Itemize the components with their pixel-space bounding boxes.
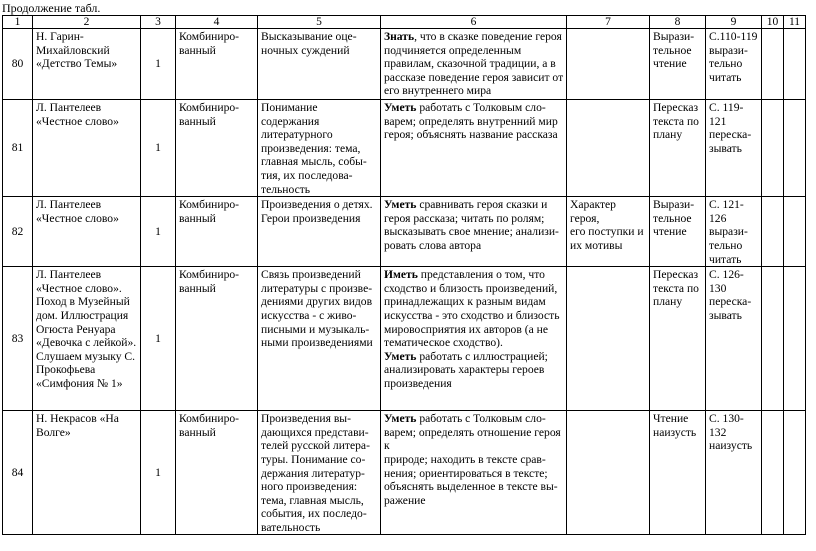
table-row	[3, 267, 806, 411]
lesson-line: Н. Некрасов «На	[36, 412, 119, 426]
skills-cell	[381, 29, 567, 100]
vocabulary-cell	[567, 100, 650, 197]
lesson-line: Л. Пантелеев	[36, 198, 102, 212]
empty-cell	[784, 197, 806, 267]
content-line: дающихся представи-	[261, 425, 369, 439]
skills-text: высказывать свое мнение; анализи-	[384, 225, 559, 239]
skills-keyword: Знать	[384, 30, 415, 43]
col-header-4: 4	[176, 16, 258, 29]
skills-text: объяснять выделенное в тексте вы-	[384, 480, 558, 494]
vocabulary-cell	[567, 411, 650, 535]
content-line: Произведения вы-	[261, 412, 351, 426]
lesson-topic-cell	[33, 29, 141, 100]
homework-cell	[706, 29, 762, 100]
homework-line: зывать	[709, 141, 742, 155]
content-line: тельность	[261, 182, 311, 196]
control-cell	[650, 29, 706, 100]
lesson-type-cell	[176, 267, 258, 411]
vocab-line: их мотивы	[570, 238, 623, 252]
skills-line	[384, 268, 564, 282]
homework-line: тельно	[709, 57, 743, 71]
col-header-7: 7	[567, 16, 650, 29]
hours-count-cell: 1	[141, 197, 176, 267]
vocabulary-cell	[567, 29, 650, 100]
skills-text: работать с Толковым сло-	[416, 412, 546, 426]
control-line: тельное	[653, 211, 692, 225]
skills-cell	[381, 197, 567, 267]
homework-cell	[706, 267, 762, 411]
homework-cell	[706, 411, 762, 535]
type-line: ванный	[179, 425, 216, 439]
empty-cell	[784, 267, 806, 411]
skills-text: природе; находить в тексте срав-	[384, 452, 546, 466]
lesson-line: Михайловский	[36, 43, 110, 57]
skills-keyword: Уметь	[384, 412, 417, 426]
lesson-topic-cell	[33, 197, 141, 267]
vocab-line: Характер героя,	[570, 198, 616, 225]
skills-line	[384, 412, 564, 426]
skills-text: подчиняется определенным	[384, 43, 522, 57]
skills-line	[384, 363, 564, 377]
col-header-3: 3	[141, 16, 176, 29]
skills-keyword: Уметь	[384, 101, 417, 114]
col-header-9: 9	[706, 16, 762, 29]
control-line: Вырази-	[653, 30, 695, 43]
lesson-topic-cell	[33, 100, 141, 197]
skills-keyword: Уметь	[384, 349, 417, 363]
content-line: Понимание содержания	[261, 101, 320, 128]
type-line: ванный	[179, 43, 216, 57]
homework-line: читать	[709, 70, 742, 84]
skills-line	[384, 128, 564, 142]
lesson-type-cell	[176, 197, 258, 267]
hours-count-cell: 1	[141, 29, 176, 100]
skills-line	[384, 71, 564, 85]
content-line: произведения: тема,	[261, 141, 361, 155]
lesson-topic-cell	[33, 411, 141, 535]
lesson-line: Волге»	[36, 425, 71, 439]
lesson-type-cell	[176, 29, 258, 100]
lesson-line: Огюста Ренуара	[36, 322, 116, 336]
table-caption: Продолжение табл.	[2, 1, 101, 15]
lesson-line: «Детство Темы»	[36, 57, 118, 71]
lesson-number-cell: 81	[3, 100, 33, 197]
homework-cell	[706, 197, 762, 267]
skills-cell	[381, 100, 567, 197]
content-line: дениями других видов	[261, 295, 373, 309]
control-cell	[650, 411, 706, 535]
skills-line	[384, 225, 564, 239]
skills-line	[384, 115, 564, 129]
content-line: ночных суждений	[261, 43, 350, 57]
skills-keyword: Иметь	[384, 268, 418, 282]
control-line: чтение	[653, 57, 687, 71]
skills-text: рассказе поведение героя зависит от	[384, 70, 564, 84]
lesson-number-cell: 84	[3, 411, 33, 535]
content-line: литературного	[261, 128, 333, 142]
skills-text: , что в сказке поведение героя	[414, 30, 562, 43]
empty-cell	[784, 411, 806, 535]
empty-cell	[762, 411, 784, 535]
homework-line: зывать	[709, 308, 742, 322]
content-line: тема, главная мысль,	[261, 493, 364, 507]
col-header-6: 6	[381, 16, 567, 29]
lesson-line: Поход в Музейный	[36, 295, 130, 309]
lesson-number-cell: 83	[3, 267, 33, 411]
lesson-type-cell	[176, 411, 258, 535]
control-line: Пересказ	[653, 101, 699, 114]
empty-cell	[762, 197, 784, 267]
control-line: Чтение	[653, 412, 689, 426]
content-line: Произведения о детях.	[261, 198, 373, 212]
table-row	[3, 411, 806, 535]
skills-line	[384, 467, 564, 481]
vocabulary-cell	[567, 197, 650, 267]
lesson-type-cell	[176, 100, 258, 197]
lesson-line: Л. Пантелеев	[36, 101, 102, 114]
skills-line	[384, 350, 564, 364]
skills-keyword: Уметь	[384, 198, 417, 212]
homework-line: С. 126-130	[709, 268, 744, 295]
skills-text: мировосприятия их авторов (а не	[384, 322, 548, 336]
content-line: телей русской литера-	[261, 439, 370, 453]
lesson-line: Л. Пантелеев	[36, 268, 102, 282]
hours-count-cell: 1	[141, 100, 176, 197]
col-header-10: 10	[762, 16, 784, 29]
skills-line	[384, 282, 564, 296]
skills-line	[384, 426, 564, 453]
skills-text: представления о том, что	[417, 268, 545, 282]
type-line: Комбиниро-	[179, 268, 240, 282]
skills-text: искусства - это сходство и близость	[384, 308, 560, 322]
skills-text: произведения	[384, 376, 452, 390]
skills-text: ражение	[384, 493, 426, 507]
table-row	[3, 100, 806, 197]
skills-text: анализировать характеры героев	[384, 363, 545, 377]
hours-count-cell: 1	[141, 411, 176, 535]
skills-line	[384, 212, 564, 226]
skills-text: правилам, сказочной традиции, а в	[384, 57, 556, 71]
skills-line	[384, 84, 564, 98]
control-cell	[650, 267, 706, 411]
content-line: держания литератур-	[261, 466, 365, 480]
lesson-line: Н. Гарин-	[36, 30, 84, 43]
content-line: тия, их последова-	[261, 168, 353, 182]
col-header-11: 11	[784, 16, 806, 29]
content-cell	[258, 411, 381, 535]
skills-text: героя; объяснять название рассказа	[384, 128, 558, 142]
lesson-line: Прокофьева	[36, 363, 96, 377]
homework-cell	[706, 100, 762, 197]
type-line: Комбиниро-	[179, 412, 240, 426]
content-line: события, их последо-	[261, 507, 367, 521]
col-header-8: 8	[650, 16, 706, 29]
content-cell	[258, 29, 381, 100]
skills-text: тематическое сходство).	[384, 336, 503, 350]
control-line: плану	[653, 295, 683, 309]
content-line: писными и музыкаль-	[261, 322, 370, 336]
control-cell	[650, 197, 706, 267]
content-line: главная мысль, собы-	[261, 155, 367, 169]
control-line: чтение	[653, 225, 687, 239]
skills-text: принадлежащих к разным видам	[384, 295, 546, 309]
homework-line: переска-	[709, 295, 752, 309]
skills-text: варем; определять отношение героя к	[384, 425, 561, 453]
skills-cell	[381, 411, 567, 535]
homework-line: читать	[709, 252, 742, 266]
homework-line: переска-	[709, 128, 752, 142]
skills-text: героя рассказа; читать по ролям;	[384, 211, 545, 225]
content-line: ными произведениями	[261, 336, 373, 350]
skills-text: сходство и близость произведений,	[384, 281, 558, 295]
type-line: ванный	[179, 211, 216, 225]
skills-line	[384, 101, 564, 115]
skills-line	[384, 57, 564, 71]
content-line: искусства - с живо-	[261, 308, 357, 322]
skills-line	[384, 480, 564, 494]
skills-text: работать с Толковым сло-	[416, 101, 546, 114]
lesson-line: «Честное слово»	[36, 211, 119, 225]
homework-line: вырази-	[709, 225, 748, 239]
homework-line: тельно	[709, 238, 743, 252]
content-line: туры. Понимание со-	[261, 452, 366, 466]
content-line: ного произведения:	[261, 480, 358, 494]
content-line: Высказывание оце-	[261, 30, 357, 43]
type-line: Комбиниро-	[179, 101, 240, 114]
table-row	[3, 197, 806, 267]
skills-line	[384, 239, 564, 253]
skills-line	[384, 336, 564, 350]
homework-line: вырази-	[709, 43, 748, 57]
col-header-2: 2	[33, 16, 141, 29]
content-line: вательность	[261, 520, 321, 534]
hours-count-cell: 1	[141, 267, 176, 411]
content-line: литературы с произве-	[261, 281, 373, 295]
lesson-line: «Честное слово».	[36, 281, 122, 295]
skills-text: нения; ориентироваться в тексте;	[384, 466, 548, 480]
skills-line	[384, 198, 564, 212]
skills-line	[384, 295, 564, 309]
skills-line	[384, 30, 564, 44]
empty-cell	[762, 100, 784, 197]
control-line: тельное	[653, 43, 692, 57]
vocab-line: его поступки и	[570, 225, 644, 239]
empty-cell	[762, 267, 784, 411]
lesson-line: дом. Иллюстрация	[36, 308, 129, 322]
vocabulary-cell	[567, 267, 650, 411]
type-line: Комбиниро-	[179, 30, 240, 43]
skills-text: сравнивать героя сказки и	[416, 198, 548, 212]
homework-line: С. 130-132	[709, 412, 744, 439]
lesson-number-cell: 82	[3, 197, 33, 267]
type-line: ванный	[179, 281, 216, 295]
content-line: Герои произведения	[261, 211, 361, 225]
lesson-line: «Честное слово»	[36, 114, 119, 128]
lesson-number-cell: 80	[3, 29, 33, 100]
type-line: Комбиниро-	[179, 198, 240, 212]
content-cell	[258, 197, 381, 267]
table-row	[3, 29, 806, 100]
skills-text: варем; определять внутренний мир	[384, 114, 558, 128]
homework-line: С.110-119	[709, 30, 758, 43]
skills-line	[384, 323, 564, 337]
skills-cell	[381, 267, 567, 411]
empty-cell	[784, 29, 806, 100]
control-line: текста по	[653, 114, 699, 128]
skills-line	[384, 494, 564, 508]
control-line: текста по	[653, 281, 699, 295]
skills-line	[384, 377, 564, 391]
lesson-line: Слушаем музыку С.	[36, 349, 136, 363]
control-line: Пересказ	[653, 268, 699, 282]
empty-cell	[762, 29, 784, 100]
lesson-line: «Симфония № 1»	[36, 376, 123, 390]
skills-line	[384, 309, 564, 323]
header-row	[3, 16, 806, 29]
skills-text: его внутреннего мира	[384, 84, 492, 98]
homework-line: С. 119-121	[709, 101, 744, 128]
control-line: наизусть	[653, 425, 697, 439]
lesson-line: «Девочка с лейкой».	[36, 336, 137, 350]
skills-text: ровать слова автора	[384, 238, 482, 252]
control-line: Вырази-	[653, 198, 695, 212]
content-cell	[258, 100, 381, 197]
skills-text: работать с иллюстрацией;	[416, 349, 548, 363]
col-header-5: 5	[258, 16, 381, 29]
homework-line: С. 121-126	[709, 198, 744, 225]
skills-line	[384, 453, 564, 467]
content-cell	[258, 267, 381, 411]
skills-line	[384, 44, 564, 58]
lesson-plan-table	[2, 15, 806, 535]
content-line: Связь произведений	[261, 268, 361, 282]
homework-line: наизусть	[709, 439, 753, 453]
control-line: плану	[653, 128, 683, 142]
empty-cell	[784, 100, 806, 197]
col-header-1: 1	[3, 16, 33, 29]
type-line: ванный	[179, 114, 216, 128]
control-cell	[650, 100, 706, 197]
lesson-topic-cell	[33, 267, 141, 411]
